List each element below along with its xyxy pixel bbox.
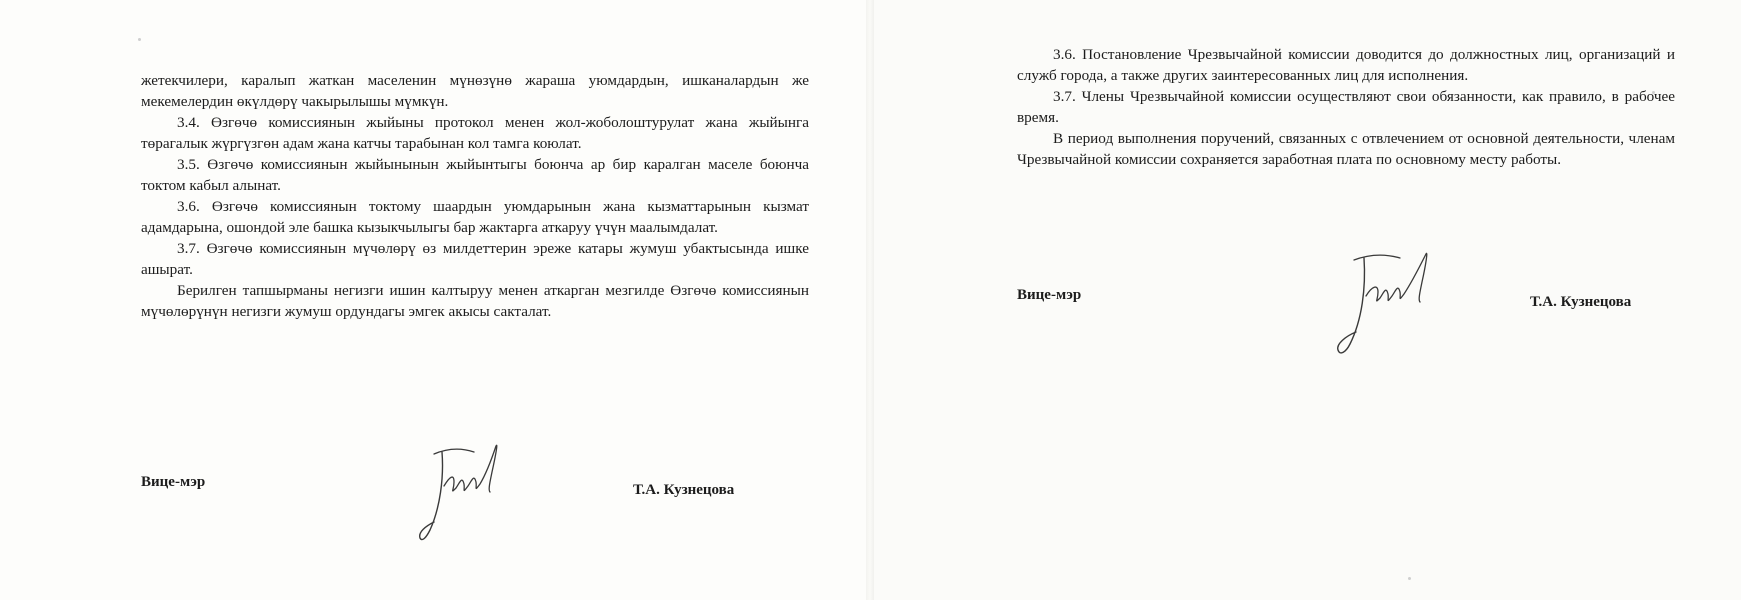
- left-paragraph-continuation: жетекчилери, каралып жаткан маселенин мүнөзүнө жараша уюмдардын, ишканалардын же мекемелердин өкүлдөрү чакырылышы мүмкүн.: [141, 72, 809, 110]
- handwritten-signature-icon: [1320, 246, 1450, 361]
- left-paragraph-3-5: 3.5. Өзгөчө комиссиянын жыйынынын жыйынтыгы боюнча ар бир каралган маселе боюнча токтом кабыл алынат.: [141, 156, 809, 194]
- left-paragraph-3-6: 3.6. Өзгөчө комиссиянын токтому шаардын уюмдарынын жана кызматтарынын кызмат адамдарына, ошондой эле башка кызыкчылыгы бар жактарга аткаруу үчүн маалымдалат.: [141, 198, 809, 236]
- left-signature-name: Т.А. Кузнецова: [633, 482, 735, 498]
- scan-speck: [138, 38, 141, 41]
- left-page-body: [141, 70, 809, 322]
- page-gutter: [866, 0, 874, 600]
- left-paragraph-3-4: 3.4. Өзгөчө комиссиянын жыйыны протокол менен жол-жоболоштурулат жана жыйынга төрагалык жүргүзгөн адам жана катчы тарабынан кол тамга коюлат.: [141, 114, 809, 152]
- scan-speck: [1408, 577, 1411, 580]
- right-paragraph-salary: В период выполнения поручений, связанных с отвлечением от основной деятельности, членам Чрезвычайной комиссии сохраняется заработная плата по основному месту работы.: [1017, 130, 1675, 168]
- right-paragraph-3-6: 3.6. Постановление Чрезвычайной комиссии доводится до должностных лиц, организаций и служб города, а также других заинтересованных лиц для исполнения.: [1017, 46, 1675, 84]
- right-paragraph-3-7: 3.7. Члены Чрезвычайной комиссии осуществляют свои обязанности, как правило, в рабочее время.: [1017, 88, 1675, 126]
- right-page-body: [1017, 44, 1675, 170]
- right-signature-name: Т.А. Кузнецова: [1530, 294, 1632, 310]
- handwritten-signature-icon: [404, 438, 514, 548]
- left-signature-title: Вице-мэр: [141, 474, 206, 490]
- left-paragraph-3-7: 3.7. Өзгөчө комиссиянын мүчөлөрү өз милдеттерин эреже катары жумуш убактысында ишке ашырат.: [141, 240, 809, 278]
- right-signature-title: Вице-мэр: [1017, 287, 1082, 303]
- left-paragraph-salary: Берилген тапшырманы негизги ишин калтыруу менен аткарган мезгилде Өзгөчө комиссиянын мүчөлөрүнүн негизги жумуш ордундагы эмгек акысы сакталат.: [141, 282, 809, 320]
